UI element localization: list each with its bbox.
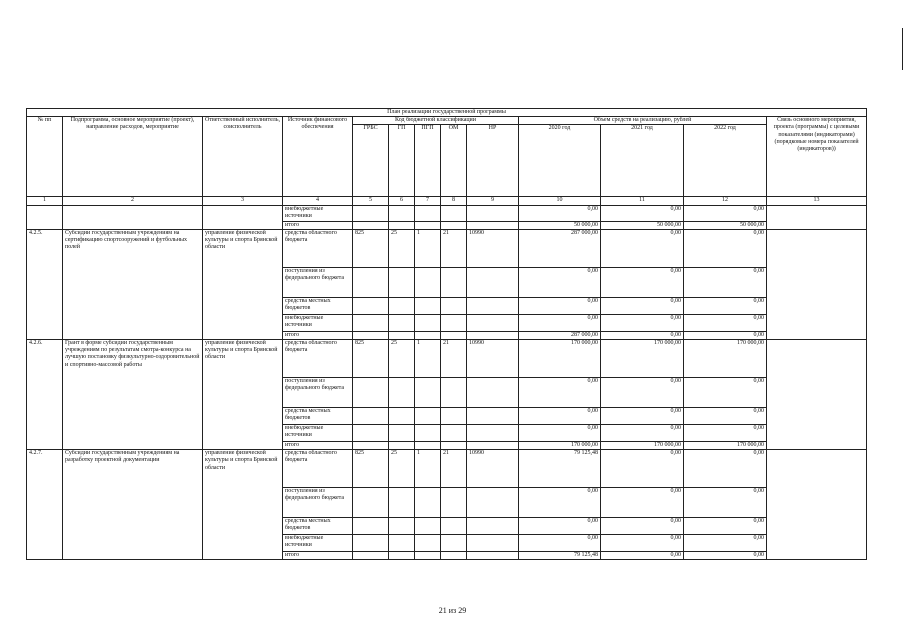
value-2022: 0,00 [684,518,767,535]
np-cell: 10990 [467,229,519,267]
value-2020: 0,00 [519,535,601,552]
grbs-cell: 825 [353,340,389,378]
pgp-cell [415,488,441,518]
value-2020: 170 000,00 [519,340,601,378]
pgp-cell [415,535,441,552]
col-number: 5 [353,197,389,205]
page-number: 21 из 29 [438,606,467,615]
source-cell: итого [283,552,353,560]
gp-cell [389,408,415,425]
om-cell [441,488,467,518]
pgp-cell [415,408,441,425]
value-2020: 170 000,00 [519,442,601,450]
pgp-cell [415,297,441,314]
col-number: 4 [283,197,353,205]
grbs-cell [353,518,389,535]
measure-row [27,450,867,488]
source-cell: внебюджетные источники [283,425,353,442]
gp-cell: 25 [389,340,415,378]
gp-cell [389,535,415,552]
pgp-cell [415,442,441,450]
value-2022: 0,00 [684,229,767,267]
value-2021: 50 000,00 [601,221,684,229]
grbs-cell [353,425,389,442]
om-cell [441,408,467,425]
om-cell [441,378,467,408]
col-number: 1 [27,197,63,205]
header-np: НР [467,125,519,197]
np-cell [467,378,519,408]
value-2020: 0,00 [519,205,601,221]
value-2021: 0,00 [601,297,684,314]
value-2021: 0,00 [601,331,684,339]
np-cell [467,488,519,518]
carryover-num-cell [27,205,63,229]
source-cell: итого [283,221,353,229]
om-cell [441,297,467,314]
source-cell: итого [283,442,353,450]
col-number: 8 [441,197,467,205]
value-2021: 0,00 [601,229,684,267]
col-number: 12 [684,197,767,205]
gp-cell [389,488,415,518]
np-cell [467,408,519,425]
measure-executor: управление физической культуры и спорта Брянской области [203,229,283,339]
header-subprogram: Подпрограмма, основное мероприятие (проект), направление расходов, мероприятие [63,117,203,197]
title-row [27,109,867,117]
gp-cell [389,267,415,297]
om-cell [441,442,467,450]
om-cell [441,267,467,297]
np-cell [467,314,519,331]
gp-cell [389,314,415,331]
header-2021: 2021 год [601,125,684,197]
grbs-cell [353,331,389,339]
value-2022: 0,00 [684,552,767,560]
value-2022: 0,00 [684,450,767,488]
value-2020: 0,00 [519,378,601,408]
pgp-cell [415,331,441,339]
header-link: Связь основного мероприятия, проекта (программы) с целевыми показателями (индикаторами) (порядковые номера показателей (индикаторов)) [767,117,867,197]
pgp-cell [415,552,441,560]
link-cell [767,450,867,560]
gp-cell [389,378,415,408]
np-cell: 10990 [467,450,519,488]
value-2020: 0,00 [519,297,601,314]
grbs-cell [353,442,389,450]
np-cell [467,297,519,314]
value-2021: 0,00 [601,450,684,488]
carryover-row [27,205,867,221]
carryover-executor-cell [203,205,283,229]
np-cell [467,267,519,297]
value-2021: 0,00 [601,314,684,331]
value-2022: 0,00 [684,297,767,314]
source-cell: поступления из федерального бюджета [283,378,353,408]
pgp-cell: 1 [415,340,441,378]
value-2021: 0,00 [601,488,684,518]
value-2021: 0,00 [601,378,684,408]
header-budget-code: Код бюджетной классификации [353,117,519,125]
source-cell: средства областного бюджета [283,340,353,378]
source-cell: средства областного бюджета [283,229,353,267]
measure-row [27,340,867,378]
grbs-cell [353,314,389,331]
value-2020: 0,00 [519,518,601,535]
value-2020: 287 000,00 [519,331,601,339]
np-cell [467,442,519,450]
gp-cell [389,331,415,339]
value-2022: 0,00 [684,488,767,518]
source-cell: средства местных бюджетов [283,408,353,425]
om-cell [441,425,467,442]
value-2022: 0,00 [684,535,767,552]
table-body [27,109,867,560]
header-source: Источник финансового обеспечения [283,117,353,197]
om-cell [441,552,467,560]
source-cell: поступления из федерального бюджета [283,267,353,297]
source-cell: итого [283,331,353,339]
pgp-cell [415,425,441,442]
header-2022: 2022 год [684,125,767,197]
col-number: 13 [767,197,867,205]
measure-number: 4.2.7. [27,450,63,560]
pgp-cell: 1 [415,450,441,488]
measure-executor: управление физической культуры и спорта Брянской области [203,340,283,450]
program-plan-table [26,108,867,560]
np-cell [467,331,519,339]
col-number: 2 [63,197,203,205]
value-2022: 170 000,00 [684,340,767,378]
header-om: ОМ [441,125,467,197]
header-funding: Объем средств на реализацию, рублей [519,117,767,125]
gp-cell [389,552,415,560]
om-cell [441,535,467,552]
om-cell [441,518,467,535]
value-2022: 170 000,00 [684,442,767,450]
value-2022: 0,00 [684,408,767,425]
value-2020: 79 125,48 [519,552,601,560]
grbs-cell: 825 [353,229,389,267]
col-number: 9 [467,197,519,205]
source-cell: внебюджетные источники [283,205,353,221]
om-cell [441,331,467,339]
source-cell: средства местных бюджетов [283,518,353,535]
value-2020: 50 000,00 [519,221,601,229]
value-2021: 0,00 [601,205,684,221]
grbs-cell [353,267,389,297]
gp-cell [389,297,415,314]
value-2021: 0,00 [601,267,684,297]
value-2021: 0,00 [601,408,684,425]
measure-name: Субсидии государственным учреждениям на разработку проектной документации [63,450,203,560]
col-number: 11 [601,197,684,205]
value-2021: 0,00 [601,518,684,535]
value-2020: 0,00 [519,314,601,331]
gp-cell [389,518,415,535]
pgp-cell [415,314,441,331]
value-2022: 0,00 [684,378,767,408]
table-title: План реализации государственной программы [27,109,867,117]
link-cell [767,340,867,450]
om-cell [441,314,467,331]
measure-number: 4.2.6. [27,340,63,450]
gp-cell: 25 [389,229,415,267]
value-2021: 0,00 [601,535,684,552]
header-2020: 2020 год [519,125,601,197]
column-number-row [27,197,867,205]
om-cell: 21 [441,450,467,488]
value-2022: 0,00 [684,425,767,442]
grbs-cell [353,378,389,408]
header-grbs: ГРБС [353,125,389,197]
value-2021: 170 000,00 [601,340,684,378]
source-cell: поступления из федерального бюджета [283,488,353,518]
grbs-cell [353,552,389,560]
value-2021: 0,00 [601,552,684,560]
program-plan-sheet [26,108,866,560]
value-2020: 0,00 [519,408,601,425]
source-cell: внебюджетные источники [283,535,353,552]
source-cell: средства местных бюджетов [283,297,353,314]
pgp-cell [415,378,441,408]
pgp-cell: 1 [415,229,441,267]
carryover-name-cell [63,205,203,229]
grbs-cell [353,297,389,314]
np-cell [467,518,519,535]
col-number: 6 [389,197,415,205]
col-number: 3 [203,197,283,205]
value-2022: 0,00 [684,314,767,331]
value-2022: 0,00 [684,267,767,297]
np-cell [467,425,519,442]
pgp-cell [415,518,441,535]
value-2020: 0,00 [519,425,601,442]
link-cell [767,205,867,229]
gp-cell [389,425,415,442]
value-2021: 0,00 [601,425,684,442]
measure-name: Субсидии государственным учреждениям на сертификацию спортсооружений и футбольных полей [63,229,203,339]
value-2020: 0,00 [519,488,601,518]
header-executor: Ответственный исполнитель, соисполнитель [203,117,283,197]
measure-executor: управление физической культуры и спорта Брянской области [203,450,283,560]
measure-number: 4.2.5. [27,229,63,339]
grbs-cell [353,488,389,518]
np-cell [467,552,519,560]
header-pgp: ПГП [415,125,441,197]
header-gp: ГП [389,125,415,197]
grbs-cell: 825 [353,450,389,488]
gp-cell: 25 [389,450,415,488]
header-num: № пп [27,117,63,197]
value-2021: 170 000,00 [601,442,684,450]
page-edge-line [902,28,903,70]
value-2022: 0,00 [684,205,767,221]
value-2020: 0,00 [519,267,601,297]
col-number: 7 [415,197,441,205]
grbs-cell [353,408,389,425]
link-cell [767,229,867,339]
om-cell: 21 [441,229,467,267]
pgp-cell [415,267,441,297]
source-cell: внебюджетные источники [283,314,353,331]
grbs-cell [353,535,389,552]
source-cell: средства областного бюджета [283,450,353,488]
value-2020: 79 125,48 [519,450,601,488]
measure-name: Грант в форме субсидии государственным учреждениям по результатам смотра-конкурса на лучшую постановку физкультурно-оздоровительной и спортивно-массовой работы [63,340,203,450]
header-row-1 [27,117,867,125]
value-2022: 0,00 [684,331,767,339]
col-number: 10 [519,197,601,205]
np-cell: 10990 [467,340,519,378]
om-cell: 21 [441,340,467,378]
gp-cell [389,442,415,450]
np-cell [467,535,519,552]
value-2020: 287 000,00 [519,229,601,267]
value-2022: 50 000,00 [684,221,767,229]
measure-row [27,229,867,267]
